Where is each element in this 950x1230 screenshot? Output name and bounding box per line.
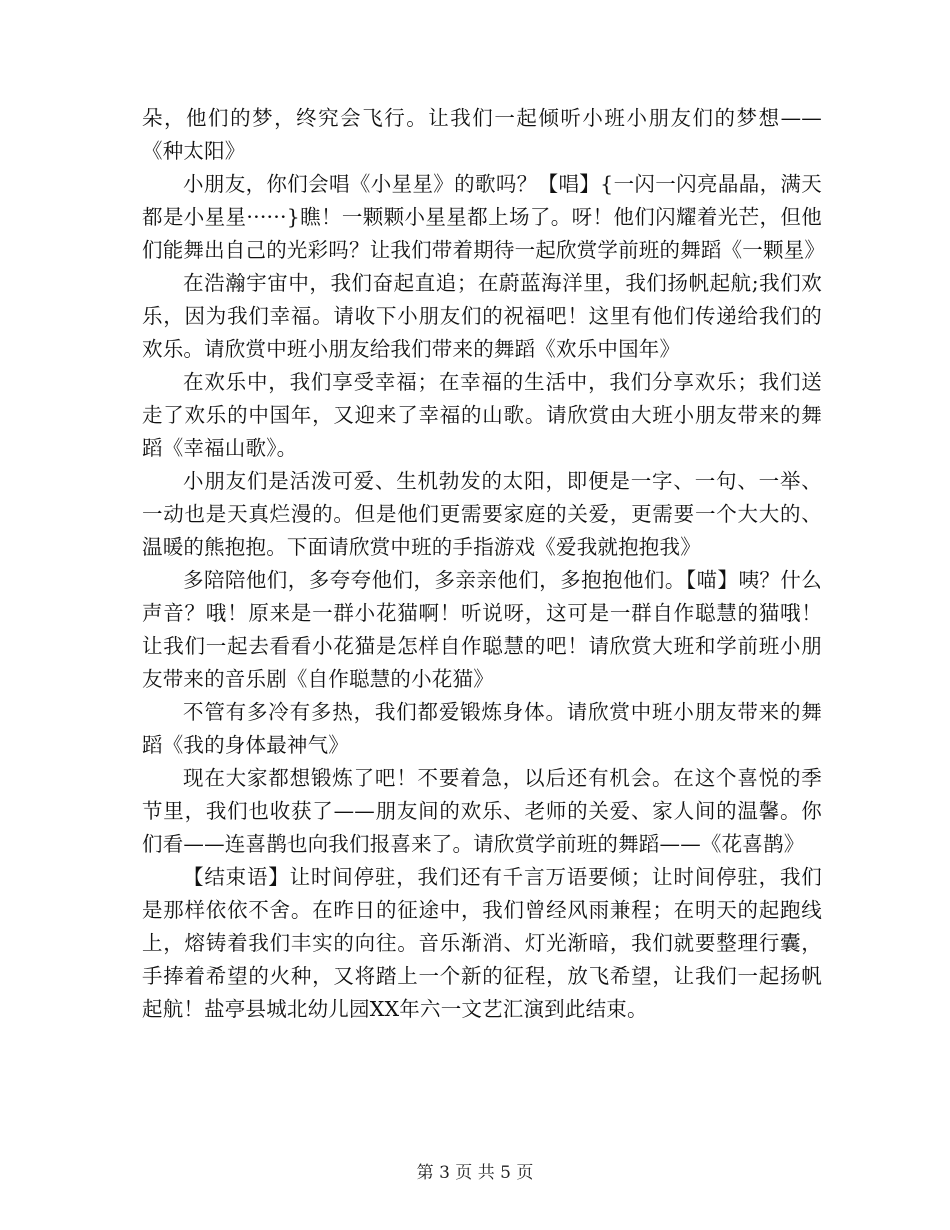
paragraph-continuation: 朵，他们的梦，终究会飞行。让我们一起倾听小班小朋友们的梦想——《种太阳》: [142, 106, 822, 163]
paragraph-happy-song: 在欢乐中，我们享受幸福；在幸福的生活中，我们分享欢乐；我们送走了欢乐的中国年，又迎来了幸福的山歌。请欣赏由大班小朋友带来的舞蹈《幸福山歌》。: [142, 370, 822, 460]
paragraph-little-star: 小朋友，你们会唱《小星星》的歌吗？【唱】{一闪一闪亮晶晶，满天都是小星星······}瞧！一颗颗小星星都上场了。呀！他们闪耀着光芒，但他们能舞出自己的光彩吗？让我们带着期待一起欣赏学前班的舞蹈《一颗星》: [142, 172, 826, 262]
paragraph-body-dance: 不管有多冷有多热，我们都爱锻炼身体。请欣赏中班小朋友带来的舞蹈《我的身体最神气》: [142, 700, 822, 757]
paragraph-clever-cat: 多陪陪他们，多夸夸他们，多亲亲他们，多抱抱他们。【喵】咦？什么声音？哦！原来是一群小花猫啊！听说呀，这可是一群自作聪慧的猫哦！让我们一起去看看小花猫是怎样自作聪慧的吧！请欣赏大班和学前班小朋友带来的音乐剧《自作聪慧的小花猫》: [142, 568, 822, 691]
document-body: [142, 102, 826, 1026]
paragraph-magpie: 现在大家都想锻炼了吧！不要着急，以后还有机会。在这个喜悦的季节里，我们也收获了——朋友间的欢乐、老师的关爱、家人间的温馨。你们看——连喜鹊也向我们报喜来了。请欣赏学前班的舞蹈——《花喜鹊》: [142, 766, 822, 856]
paragraph-hug-me: 小朋友们是活泼可爱、生机勃发的太阳，即便是一字、一句、一举、一动也是天真烂漫的。但是他们更需要家庭的关爱，更需要一个大大的、温暖的熊抱抱。下面请欣赏中班的手指游戏《爱我就抱抱我》: [142, 469, 822, 559]
page-number-footer: 第 3 页 共 5 页: [416, 1163, 534, 1183]
paragraph-happy-new-year: 在浩瀚宇宙中，我们奋起直追；在蔚蓝海洋里，我们扬帆起航;我们欢乐，因为我们幸福。请收下小朋友们的祝福吧！这里有他们传递给我们的欢乐。请欣赏中班小朋友给我们带来的舞蹈《欢乐中国年》: [142, 271, 822, 361]
paragraph-closing: 【结束语】让时间停驻，我们还有千言万语要倾；让时间停驻，我们是那样依依不舍。在昨日的征途中，我们曾经风雨兼程；在明天的起跑线上，熔铸着我们丰实的向往。音乐渐消、灯光渐暗，我们就要整理行囊，手捧着希望的火种，又将踏上一个新的征程，放飞希望，让我们一起扬帆起航！盐亭县城北幼儿园XX年六一文艺汇演到此结束。: [142, 865, 822, 1021]
